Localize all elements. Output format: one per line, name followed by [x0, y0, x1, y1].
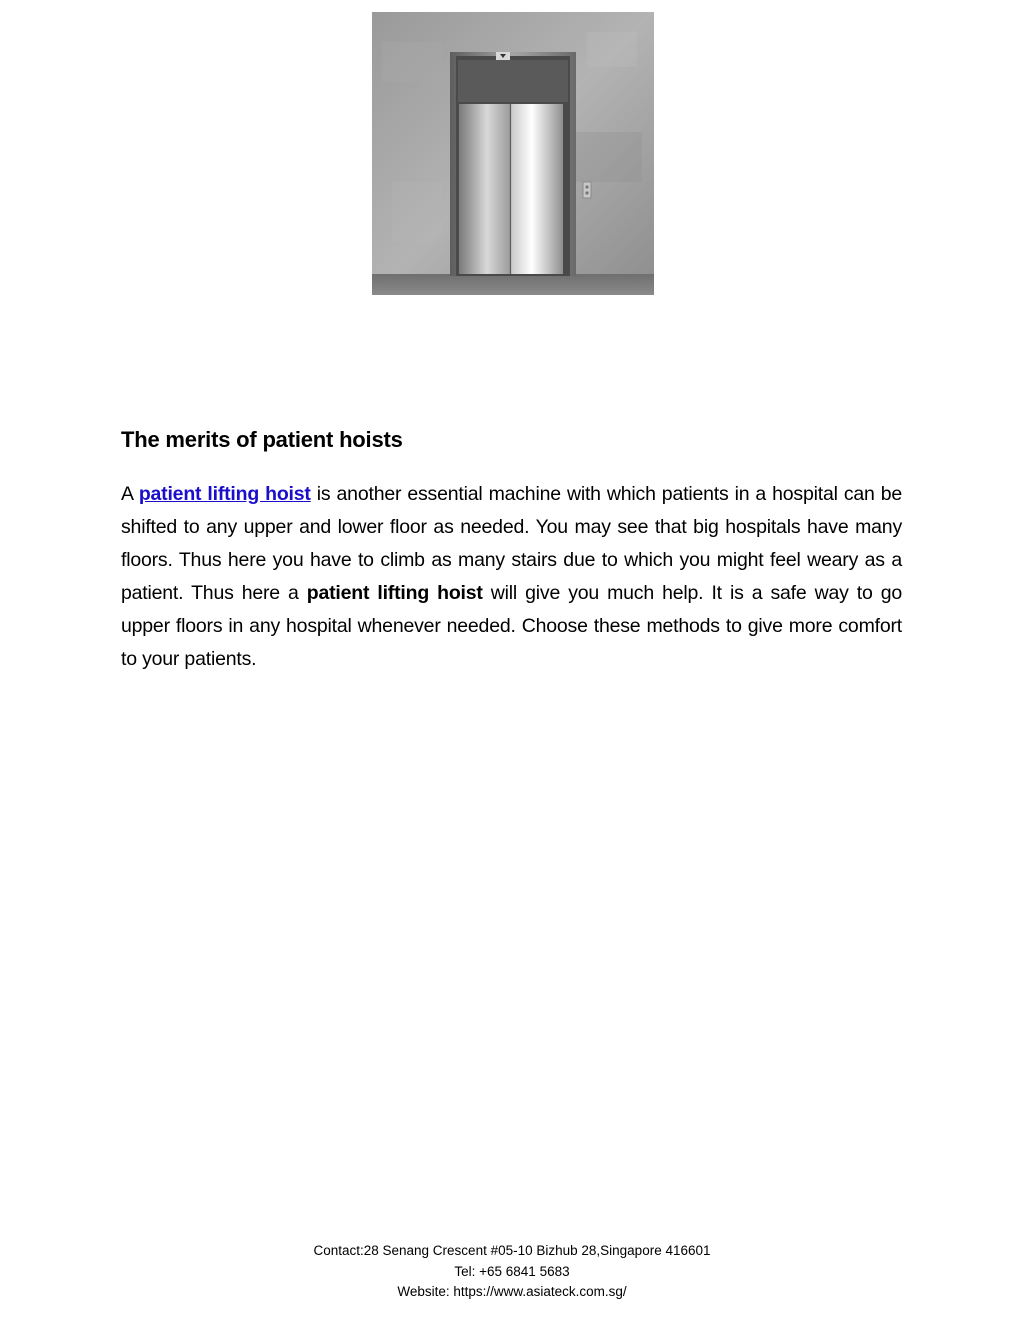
footer-website: Website: https://www.asiateck.com.sg/	[397, 1284, 627, 1299]
article-paragraph	[121, 478, 902, 676]
paragraph-part-1: is another essential machine with which patients in a hospital can be shifted to any upper and lower floor as needed. You may see that big hospitals have many floors. Thus here you have to climb as many stairs due to which you might feel weary as a patient. Thus here a	[121, 483, 903, 604]
elevator-illustration	[372, 12, 654, 295]
footer-tel: Tel: +65 6841 5683	[454, 1263, 570, 1279]
elevator-image	[372, 12, 654, 295]
paragraph-part-2: will give you much help. It is a safe way to go upper floors in any hospital whenever needed. Choose these methods to give more comfort to your patients.	[121, 582, 902, 670]
paragraph-intro: A	[121, 483, 139, 505]
page-footer	[0, 1241, 1024, 1303]
patient-lifting-hoist-bold: patient lifting hoist	[306, 582, 483, 604]
footer-contact: Contact:28 Senang Crescent #05-10 Bizhub 28,Singapore 416601	[313, 1243, 711, 1258]
article-heading: The merits of patient hoists	[121, 427, 403, 452]
patient-lifting-hoist-link[interactable]: patient lifting hoist	[138, 483, 311, 505]
